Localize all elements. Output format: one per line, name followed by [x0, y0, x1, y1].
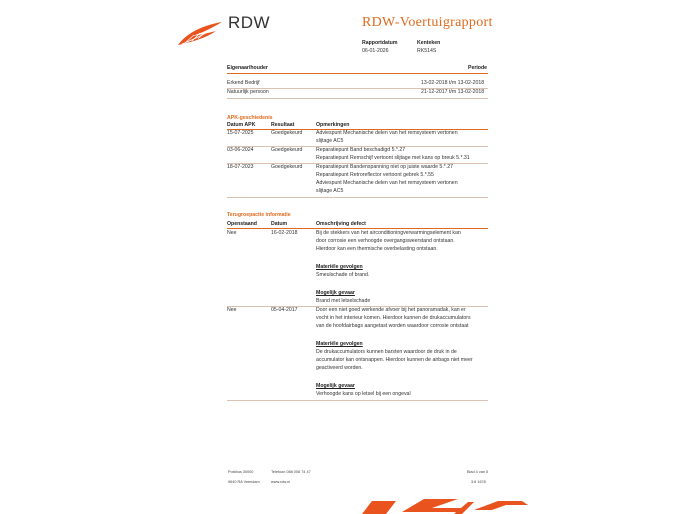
apk-date: 15-07-2025 [227, 130, 254, 136]
apk-date-header: Datum APK [227, 122, 256, 128]
recall-date: 05-04-2017 [271, 307, 298, 313]
brand-name: RDW [228, 13, 271, 32]
footer-website: www.rdw.nl [271, 480, 290, 484]
footer-postbus: Postbus 30000 [228, 470, 254, 474]
report-date-label: Rapportdatum [362, 40, 398, 46]
material-consequences-text: De drukaccumulators kunnen barsten waardoor de druk in de [316, 349, 457, 355]
apk-result: Goedgekeurd [271, 164, 303, 170]
apk-result: Goedgekeurd [271, 130, 303, 136]
period-column-header: Periode [468, 65, 488, 71]
row-divider [227, 197, 488, 198]
footer-stripes-decoration [362, 496, 532, 514]
material-consequences-text: accumulator kan ontsnappen. Hierdoor kunnen de airbags niet meer [316, 357, 473, 363]
apk-result: Goedgekeurd [271, 147, 303, 153]
material-consequences-label: Materiële gevolgen [316, 264, 363, 270]
recall-desc-header: Omschrijving defect [316, 221, 366, 227]
owner-name: Natuurlijk persoon [227, 89, 269, 95]
recall-desc-line: Door een niet goed werkende afvoer bij het panoramadak, kan er [316, 307, 466, 313]
recall-desc-line: door corrosie een verhoogde overgangsweerstand ontstaan. [316, 238, 455, 244]
plate-label: Kenteken [417, 40, 441, 46]
owner-column-header: Eigenaar/houder [227, 65, 268, 71]
recall-desc-line: vocht in het interieur komen. Hierdoor kunnen de drukaccumulators [316, 315, 471, 321]
apk-remark-line: slijtage AC5 [316, 138, 344, 144]
owner-period: 21-12-2017 t/m 13-02-2018 [421, 89, 485, 95]
recall-desc-line: van de hoofdairbags aangetast worden waardoor corrosie ontstaat [316, 323, 469, 329]
material-consequences-label: Materiële gevolgen [316, 341, 363, 347]
recall-header-rule [227, 228, 488, 229]
recall-desc-line: Bij de stekkers van het airconditioningverwarmingselement kan [316, 230, 461, 236]
apk-remark-line: Reparatiepunt Retroreflector vertoont gebrek 5.*.55 [316, 172, 434, 178]
apk-remark-line: Adviespunt Mechanische delen van het remsysteem vertonen [316, 130, 458, 136]
apk-remark-line: Reparatiepunt Remschijf vertoont slijtage met kans op breuk 5.*.31 [316, 155, 470, 161]
footer-page-number: Blad 4 van 5 [467, 470, 489, 474]
apk-date: 18-07-2023 [227, 164, 254, 170]
apk-date: 03-06-2024 [227, 147, 254, 153]
apk-remark-line: slijtage AC5 [316, 188, 344, 194]
footer-doc-code: 3.6 1678 [471, 480, 486, 484]
plate-number: RK514S [417, 48, 437, 54]
apk-section-title: APK-geschiedenis [227, 115, 273, 121]
material-consequences-text: Smeulschade of brand. [316, 272, 370, 278]
owners-header-rule [227, 73, 488, 74]
recall-desc-line: Hierdoor kan een thermische overbelasting ontstaan. [316, 246, 438, 252]
apk-remark-line: Adviespunt Mechanische delen van het remsysteem vertonen [316, 180, 458, 186]
recall-date-header: Datum [271, 221, 288, 227]
report-date: 06-01-2026 [362, 48, 389, 54]
recall-open: Nee [227, 230, 237, 236]
recall-section-title: Terugroepactie informatie [227, 212, 291, 218]
material-consequences-text: geactiveerd worden. [316, 365, 363, 371]
recall-open-header: Openstaand [227, 221, 257, 227]
document-title: RDW-Voertuigrapport [362, 15, 493, 30]
recall-open: Nee [227, 307, 237, 313]
apk-remark-line: Reparatiepunt Band beschadigd 5.*.27 [316, 147, 406, 153]
footer-phone: Telefoon 088 008 74 47 [271, 470, 311, 474]
possible-danger-text: Brand met letselschade [316, 298, 371, 304]
owner-name: Erkend Bedrijf [227, 80, 260, 86]
apk-remark-line: Reparatiepunt Bandenspanning niet op juiste waarde 5.*.27 [316, 164, 453, 170]
possible-danger-label: Mogelijk gevaar [316, 290, 355, 296]
apk-remarks-header: Opmerkingen [316, 122, 350, 128]
apk-result-header: Resultaat [271, 122, 295, 128]
recall-date: 16-02-2018 [271, 230, 298, 236]
possible-danger-text: Verhoogde kans op letsel bij een ongeval [316, 391, 411, 397]
owner-period: 13-02-2018 t/m 13-02-2018 [421, 80, 485, 86]
footer-address: 9640 RA Veendam [228, 480, 260, 484]
possible-danger-label: Mogelijk gevaar [316, 383, 355, 389]
row-divider [227, 98, 488, 99]
rdw-logo-icon [176, 20, 224, 48]
row-divider [227, 400, 488, 401]
